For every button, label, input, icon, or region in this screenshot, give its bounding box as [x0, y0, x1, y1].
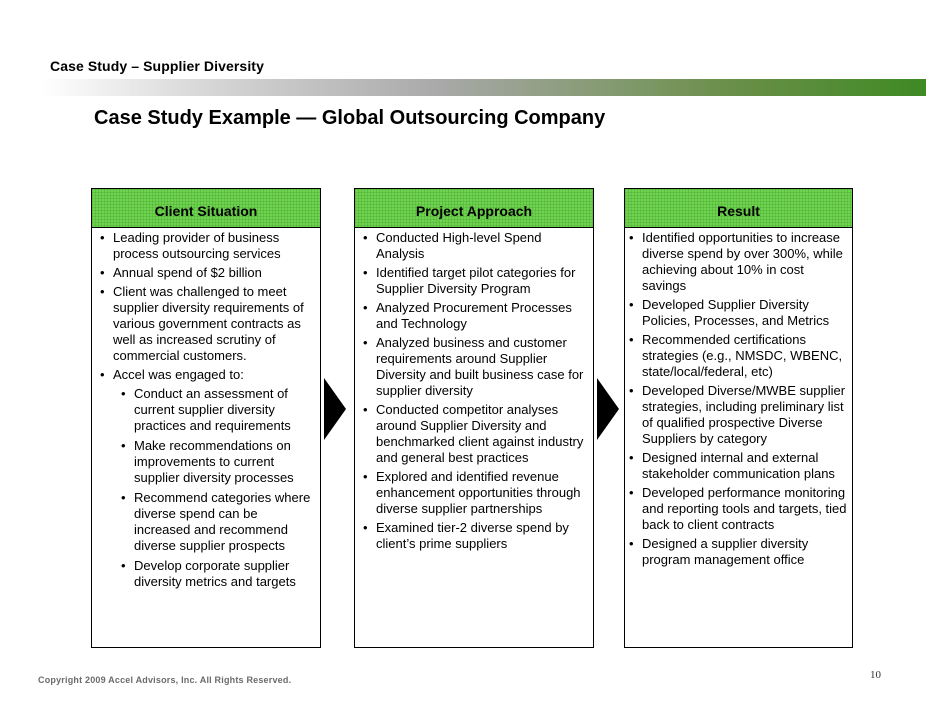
- project-approach-box: [354, 188, 594, 648]
- project-approach-list: [355, 228, 593, 552]
- list-item: • Developed Diverse/MWBE supplier strategies, including preliminary list of qualified prospective Diverse Suppliers by category: [629, 383, 848, 447]
- project-approach-heading: Project Approach: [355, 189, 593, 228]
- result-heading: Result: [625, 189, 852, 228]
- list-item: • Client was challenged to meet supplier diversity requirements of various government contracts as well as increased scrutiny of commercial customers.: [100, 284, 314, 364]
- slide-title: Case Study Example — Global Outsourcing Company: [94, 107, 606, 129]
- sub-list-item: • Recommend categories where diverse spend can be increased and recommend diverse supplier prospects: [121, 490, 314, 554]
- sub-list-item: • Make recommendations on improvements to current supplier diversity processes: [121, 438, 314, 486]
- list-item: [100, 367, 314, 590]
- copyright-footer: Copyright 2009 Accel Advisors, Inc. All Rights Reserved.: [38, 675, 292, 685]
- list-item: • Developed performance monitoring and reporting tools and targets, tied back to client contracts: [629, 485, 848, 533]
- client-situation-box: [91, 188, 321, 648]
- list-item: • Analyzed Procurement Processes and Technology: [363, 300, 587, 332]
- list-item-label: Accel was engaged to:: [113, 367, 244, 382]
- chevron-right-icon: [324, 378, 346, 440]
- client-situation-list: [92, 228, 320, 590]
- list-item: • Conducted High-level Spend Analysis: [363, 230, 587, 262]
- list-item: • Identified target pilot categories for Supplier Diversity Program: [363, 265, 587, 297]
- header-gradient-bar: [40, 79, 926, 96]
- list-item: • Identified opportunities to increase diverse spend by over 300%, while achieving about 10% in cost savings: [629, 230, 848, 294]
- list-item: • Developed Supplier Diversity Policies, Processes, and Metrics: [629, 297, 848, 329]
- result-box: [624, 188, 853, 648]
- chevron-right-icon: [597, 378, 619, 440]
- sub-list-item: • Develop corporate supplier diversity metrics and targets: [121, 558, 314, 590]
- section-header: Case Study – Supplier Diversity: [50, 58, 264, 74]
- list-item: • Leading provider of business process outsourcing services: [100, 230, 314, 262]
- list-item: • Designed a supplier diversity program management office: [629, 536, 848, 568]
- list-item: • Designed internal and external stakeholder communication plans: [629, 450, 848, 482]
- list-item: • Conducted competitor analyses around Supplier Diversity and benchmarked client against industry and general best practices: [363, 402, 587, 466]
- list-item: • Analyzed business and customer requirements around Supplier Diversity and built business case for supplier diversity: [363, 335, 587, 399]
- engagement-sublist: [113, 383, 314, 590]
- result-list: [625, 228, 852, 568]
- list-item: • Annual spend of $2 billion: [100, 265, 314, 281]
- client-situation-heading: Client Situation: [92, 189, 320, 228]
- page-number: 10: [870, 669, 881, 681]
- sub-list-item: • Conduct an assessment of current supplier diversity practices and requirements: [121, 386, 314, 434]
- list-item: • Recommended certifications strategies (e.g., NMSDC, WBENC, state/local/federal, etc): [629, 332, 848, 380]
- list-item: • Examined tier-2 diverse spend by client’s prime suppliers: [363, 520, 587, 552]
- list-item: • Explored and identified revenue enhancement opportunities through diverse supplier partnerships: [363, 469, 587, 517]
